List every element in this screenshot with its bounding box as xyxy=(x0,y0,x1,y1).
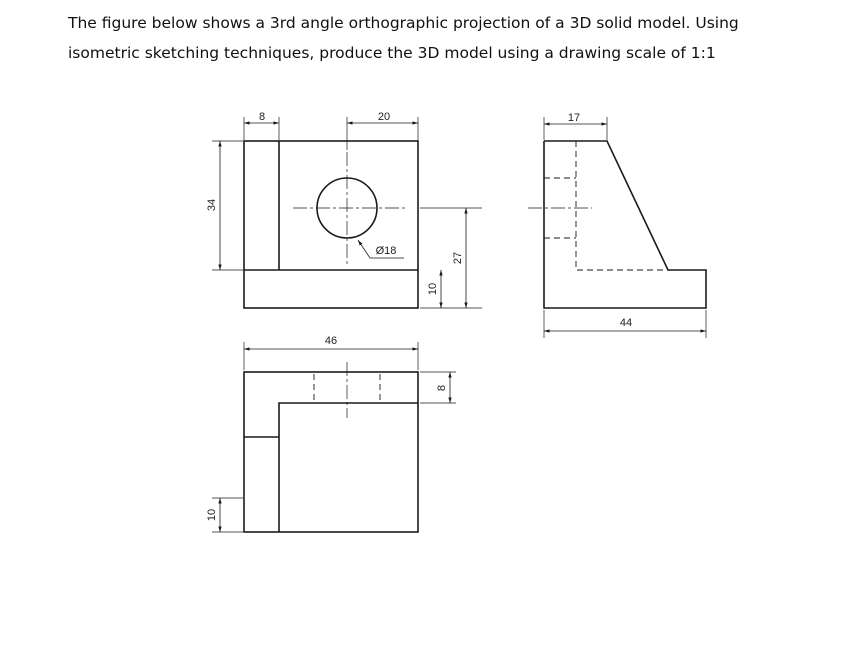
side-view xyxy=(528,117,706,338)
front-outline xyxy=(244,141,418,308)
side-hidden-wall xyxy=(576,141,668,270)
dim-side-width-label: 44 xyxy=(619,317,633,329)
top-view xyxy=(212,342,456,532)
dim-top-step-label: 8 xyxy=(436,384,448,392)
top-view-labels xyxy=(206,335,448,521)
dim-hole-height-label: 27 xyxy=(452,251,464,265)
front-view xyxy=(212,117,482,308)
dim-side-top-label: 17 xyxy=(567,112,581,124)
side-outline xyxy=(544,141,706,308)
dim-top-left-label: 10 xyxy=(206,508,218,522)
dim-wall-label: 8 xyxy=(258,111,266,123)
question-line-1: The figure below shows a 3rd angle orthographic projection of a 3D solid model. Using xyxy=(68,14,739,32)
top-outline xyxy=(244,372,418,532)
dim-hole-center-label: 20 xyxy=(377,111,391,123)
dim-height-label: 34 xyxy=(206,198,218,212)
side-view-labels xyxy=(568,112,632,329)
top-step-edge xyxy=(279,403,418,532)
question-line-2: isometric sketching techniques, produce the 3D model using a drawing scale of 1:1 xyxy=(68,44,716,62)
dim-base-label: 10 xyxy=(427,282,439,296)
dim-hole-diameter-label: Ø18 xyxy=(375,245,397,257)
dim-top-width-label: 46 xyxy=(324,335,338,347)
